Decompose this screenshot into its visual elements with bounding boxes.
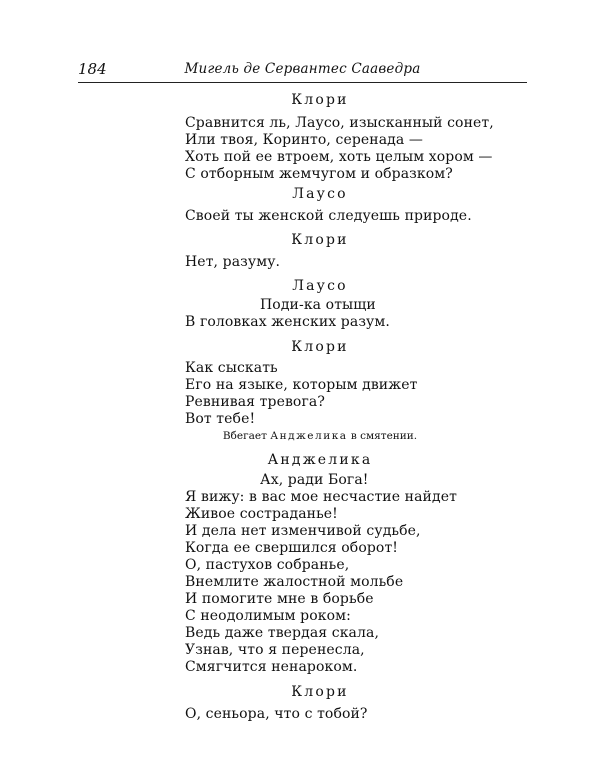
page-number: 184 bbox=[78, 60, 107, 78]
speaker-name: Клори bbox=[291, 339, 349, 355]
verse-line: Ведь даже твердая скала, bbox=[185, 625, 379, 641]
speaker-name: Клори bbox=[291, 92, 349, 108]
verse-line: О, пастухов собранье, bbox=[185, 557, 350, 573]
verse-line: И помогите мне в борьбе bbox=[185, 591, 374, 607]
verse-line: Я вижу: в вас мое несчастие найдет bbox=[185, 489, 457, 505]
verse-line: Вот тебе! bbox=[185, 411, 256, 427]
speaker-name: Лаусо bbox=[292, 278, 348, 294]
verse-line: Когда ее свершился оборот! bbox=[185, 540, 399, 556]
speaker-name: Анджелика bbox=[267, 452, 373, 468]
stage-direction-character: Анджелика bbox=[270, 430, 348, 442]
verse-line: Его на языке, которым движет bbox=[185, 377, 418, 393]
verse-line: Внемлите жалостной мольбе bbox=[185, 574, 404, 590]
verse-line: Сравнится ль, Лаусо, изысканный сонет, bbox=[185, 115, 494, 131]
stage-direction-verb: Вбегает bbox=[222, 430, 267, 442]
verse-line: Своей ты женской следуешь природе. bbox=[185, 208, 472, 224]
speaker-name: Лаусо bbox=[292, 186, 348, 202]
verse-line: Живое состраданье! bbox=[185, 506, 338, 522]
verse-line: С неодолимым роком: bbox=[185, 608, 351, 624]
running-title: Мигель де Сервантес Сааведра bbox=[184, 61, 421, 77]
verse-line: О, сеньора, что с тобой? bbox=[185, 706, 368, 722]
speaker-name: Клори bbox=[291, 684, 349, 700]
verse-line: Узнав, что я перенесла, bbox=[185, 642, 365, 658]
verse-line: Ревнивая тревога? bbox=[185, 394, 325, 410]
verse-line: Ах, ради Бога! bbox=[260, 472, 369, 488]
verse-line: С отборным жемчугом и образком? bbox=[185, 166, 453, 182]
stage-direction-manner: в смятении. bbox=[350, 430, 418, 442]
verse-line: И дела нет изменчивой судьбе, bbox=[185, 523, 421, 539]
verse-line: Или твоя, Коринто, серенада — bbox=[185, 132, 424, 148]
verse-line: Поди-ка отыщи bbox=[260, 297, 376, 313]
verse-line: В головках женских разум. bbox=[185, 314, 390, 330]
verse-line: Нет, разуму. bbox=[185, 254, 281, 270]
page-header bbox=[78, 58, 527, 83]
verse-line: Смягчится ненароком. bbox=[185, 659, 358, 675]
stage-direction bbox=[185, 430, 455, 442]
verse-line: Хоть пой ее втроем, хоть целым хором — bbox=[185, 149, 493, 165]
speaker-name: Клори bbox=[291, 232, 349, 248]
verse-line: Как сыскать bbox=[185, 360, 278, 376]
